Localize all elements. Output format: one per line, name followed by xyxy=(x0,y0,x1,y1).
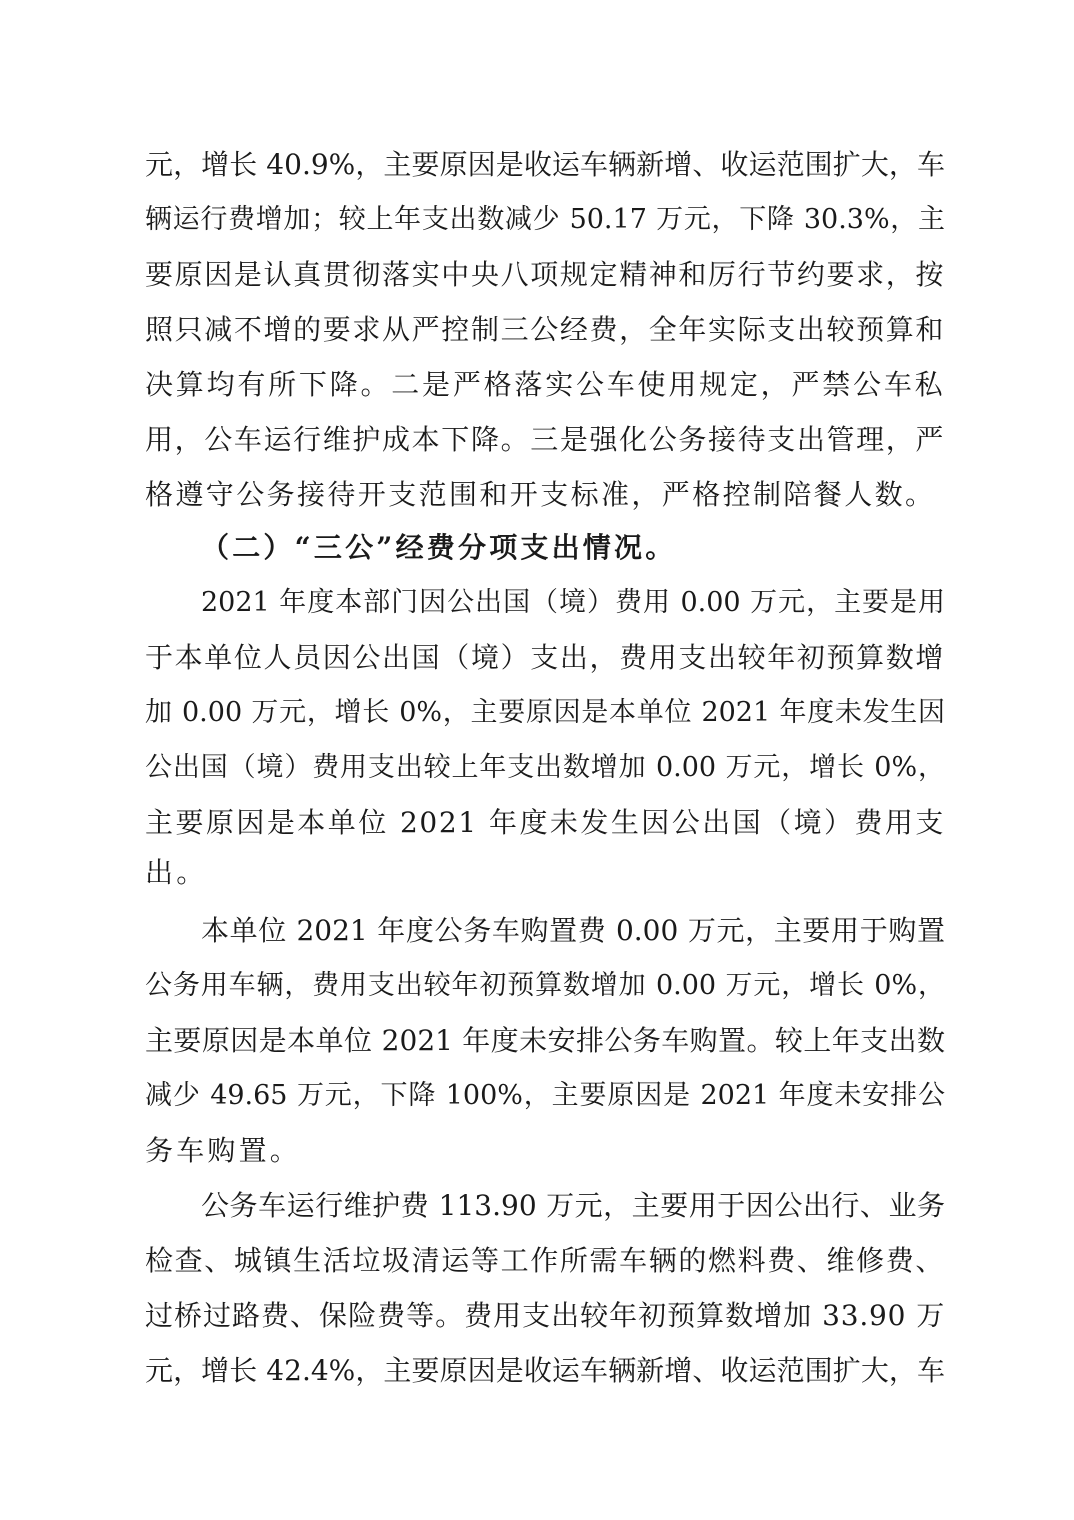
paragraph-line: 主要原因是本单位 2021 年度未发生因公出国（境）费用支 xyxy=(145,806,945,839)
paragraph-line: 决算均有所下降。二是严格落实公车使用规定，严禁公车私 xyxy=(145,368,945,401)
paragraph-line: 公务用车辆，费用支出较年初预算数增加 0.00 万元，增长 0%， xyxy=(145,970,945,1001)
paragraph-line: 检查、城镇生活垃圾清运等工作所需车辆的燃料费、维修费、 xyxy=(145,1244,945,1277)
paragraph-line: 本单位 2021 年度公务车购置费 0.00 万元，主要用于购置 xyxy=(201,914,945,947)
paragraph-line: 照只减不增的要求从严控制三公经费，全年实际支出较预算和 xyxy=(145,313,945,346)
paragraph-line: 元，增长 40.9%，主要原因是收运车辆新增、收运范围扩大，车 xyxy=(145,148,945,181)
paragraph-line: 辆运行费增加；较上年支出数减少 50.17 万元，下降 30.3%，主 xyxy=(145,204,945,235)
paragraph-line: 减少 49.65 万元，下降 100%，主要原因是 2021 年度未安排公 xyxy=(145,1080,945,1111)
paragraph-line: 要原因是认真贯彻落实中央八项规定精神和厉行节约要求，按 xyxy=(145,258,945,291)
paragraph-line: 过桥过路费、保险费等。费用支出较年初预算数增加 33.90 万 xyxy=(145,1299,945,1332)
paragraph-line: 务车购置。 xyxy=(145,1134,302,1167)
paragraph-line: 用，公车运行维护成本下降。三是强化公务接待支出管理，严 xyxy=(145,423,945,456)
paragraph-line: 于本单位人员因公出国（境）支出，费用支出较年初预算数增 xyxy=(145,641,945,674)
paragraph-line: 公出国（境）费用支出较上年支出数增加 0.00 万元，增长 0%， xyxy=(145,752,945,783)
paragraph-line: 出。 xyxy=(145,856,208,889)
section-heading: （二）“三公”经费分项支出情况。 xyxy=(201,531,677,564)
paragraph-line: 主要原因是本单位 2021 年度未安排公务车购置。较上年支出数 xyxy=(145,1024,945,1057)
paragraph-line: 2021 年度本部门因公出国（境）费用 0.00 万元，主要是用 xyxy=(201,587,945,618)
paragraph-line: 格遵守公务接待开支范围和开支标准，严格控制陪餐人数。 xyxy=(145,478,936,511)
paragraph-line: 公务车运行维护费 113.90 万元，主要用于因公出行、业务 xyxy=(201,1189,945,1222)
paragraph-line: 加 0.00 万元，增长 0%，主要原因是本单位 2021 年度未发生因 xyxy=(145,697,945,728)
paragraph-line: 元，增长 42.4%，主要原因是收运车辆新增、收运范围扩大，车 xyxy=(145,1354,945,1387)
